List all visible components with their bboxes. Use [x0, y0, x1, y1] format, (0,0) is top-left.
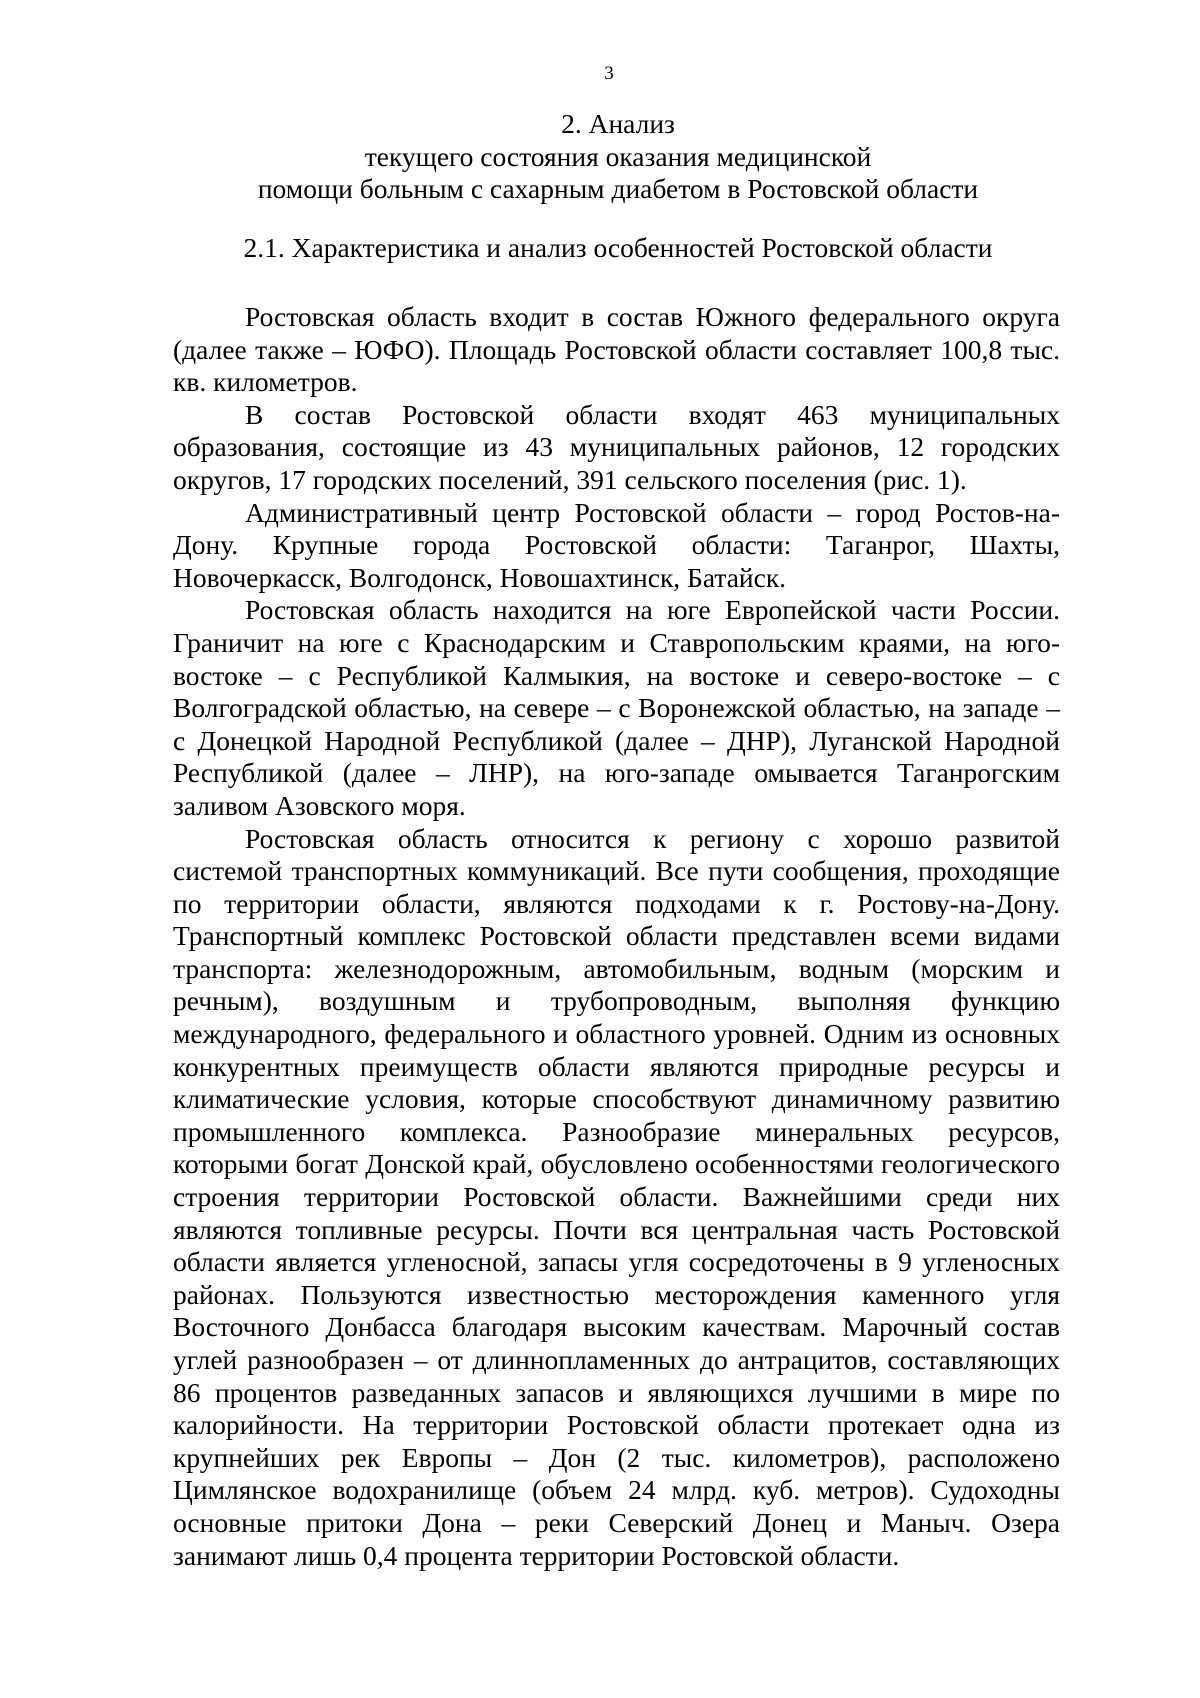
body-text	[173, 301, 1060, 1572]
paragraph: Ростовская область входит в состав Южного федерального округа (далее также – ЮФО). Площадь Ростовской области составляет 100,8 тыс. кв. километров.	[173, 301, 1060, 398]
section-heading-line-3: помощи больным с сахарным диабетом в Ростовской области	[257, 173, 979, 204]
paragraph: Ростовская область находится на юге Европейской части России. Граничит на юге с Краснодарским и Ставропольским краями, на юго-востоке – с Республикой Калмыкия, на востоке и северо-востоке – с Волгоградской областью, на севере – с Воронежской областью, на западе – с Донецкой Народной Республикой (далее – ДНР), Луганской Народной Республикой (далее – ЛНР), на юго-западе омывается Таганрогским заливом Азовского моря.	[173, 594, 1060, 821]
page-number: 3	[604, 63, 614, 84]
paragraph: Административный центр Ростовской области – город Ростов-на-Дону. Крупные города Ростовской области: Таганрог, Шахты, Новочеркасск, Волгодонск, Новошахтинск, Батайск.	[173, 496, 1060, 593]
section-heading	[170, 108, 1066, 206]
section-heading-line-2: текущего состояния оказания медицинской	[364, 140, 872, 172]
subsection-heading: 2.1. Характеристика и анализ особенностей Ростовской области	[243, 232, 993, 263]
paragraph: Ростовская область относится к региону с хорошо развитой системой транспортных коммуникаций. Все пути сообщения, проходящие по территории области, являются подходами к г. Ростову-на-Дону. Транспортный комплекс Ростовской области представлен всеми видами транспорта: железнодорожным, автомобильным, водным (морским и речным), воздушным и трубопроводным, выполняя функцию международного, федерального и областного уровней. Одним из основных конкурентных преимуществ области являются природные ресурсы и климатические условия, которые способствуют динамичному развитию промышленного комплекса. Разнообразие минеральных ресурсов, которыми богат Донской край, обусловлено особенностями геологического строения территории Ростовской области. Важнейшими среди них являются топливные ресурсы. Почти вся центральная часть Ростовской области является угленосной, запасы угля сосредоточены в 9 угленосных районах. Пользуются известностью месторождения каменного угля Восточного Донбасса благодаря высоким качествам. Марочный состав углей разнообразен – от длиннопламенных до антрацитов, составляющих 86 процентов разведанных запасов и являющихся лучшими в мире по калорийности. На территории Ростовской области протекает одна из крупнейших рек Европы – Дон (2 тыс. километров), расположено Цимлянское водохранилище (объем 24 млрд. куб. метров). Судоходны основные притоки Дона – реки Северский Донец и Маныч. Озера занимают лишь 0,4 процента территории Ростовской области.	[173, 822, 1060, 1571]
section-heading-line-1: 2. Анализ	[561, 108, 675, 139]
paragraph: В состав Ростовской области входят 463 муниципальных образования, состоящие из 43 муниципальных районов, 12 городских округов, 17 городских поселений, 391 сельского поселения (рис. 1).	[173, 398, 1060, 495]
